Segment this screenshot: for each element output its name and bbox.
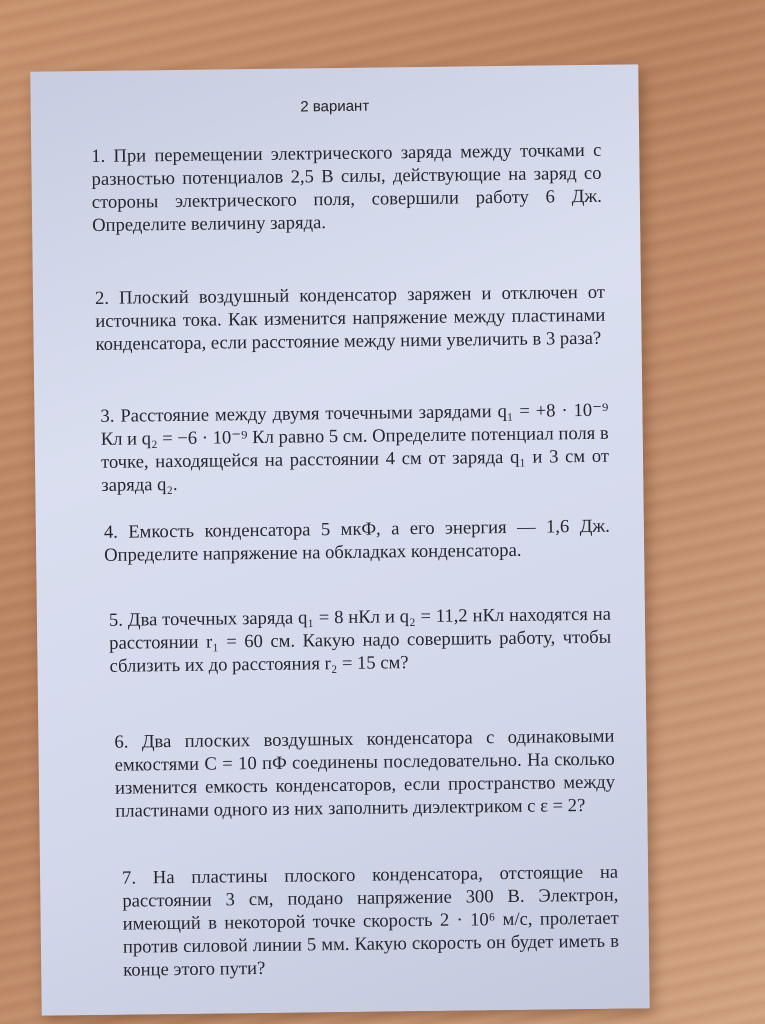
problem-text: Расстояние между двумя точечными зарядами q₁ = +8 · 10⁻⁹ Кл и q₂ = −6 · 10⁻⁹ Кл равно 5 см. Определите потенциал поля в точке, находящейся на расстоянии 4 см от заряда q₁ и 3 см от заряда q₂. xyxy=(100,399,610,496)
problem-3 xyxy=(100,399,609,497)
problem-text: Емкость конденсатора 5 мкФ, а его энергия — 1,6 Дж. Определите напряжение на обкладках конденсатора. xyxy=(104,515,610,566)
problem-text: Два точечных заряда q₁ = 8 нКл и q₂ = 11,2 нКл находятся на расстоянии r₁ = 60 см. Какую надо совершить работу, чтобы сблизить их до расстояния r₂ = 15 см? xyxy=(109,603,612,677)
problem-6 xyxy=(114,725,615,823)
problem-2 xyxy=(95,281,606,356)
problem-1 xyxy=(91,139,602,237)
problem-number: 7. xyxy=(121,867,137,889)
problem-5 xyxy=(109,603,612,678)
problem-text: Плоский воздушный конденсатор заряжен и отключен от источника тока. Как изменится напряжение между пластинами конденсатора, если расстояние между ними увеличить в 3 раза? xyxy=(95,281,606,355)
problem-text: При перемещении электрического заряда между точками с разностью потенциалов 2,5 В силы, действующие на заряд со стороны электрического поля, совершили работу 6 Дж. Определите величину заряда. xyxy=(91,139,602,237)
problem-number: 3. xyxy=(100,405,115,427)
problem-text: На пластины плоского конденсатора, отстоящие на расстоянии 3 см, подано напряжение 300 В. Электрон, имеющий в некоторой точке скорость 2 · 10⁶ м/с, пролетает против силовой линии 5 мм. Какую скорость он будет иметь в конце этого пути? xyxy=(122,861,620,981)
problem-7 xyxy=(122,861,619,982)
variant-heading: 2 вариант xyxy=(300,97,370,116)
problem-number: 6. xyxy=(114,731,129,753)
problem-number: 1. xyxy=(91,145,106,168)
problem-number: 4. xyxy=(103,521,118,543)
problem-number: 5. xyxy=(108,609,124,631)
worksheet-page xyxy=(30,64,649,1015)
problem-number: 2. xyxy=(94,287,110,309)
problem-4 xyxy=(104,515,611,567)
problem-text: Два плоских воздушных конденсатора с одинаковыми емкостями C = 10 пФ соединены последовательно. На сколько изменится емкость конденсаторов, если пространство между пластинами одного из них заполнить диэлектриком с ε = 2? xyxy=(114,725,616,822)
